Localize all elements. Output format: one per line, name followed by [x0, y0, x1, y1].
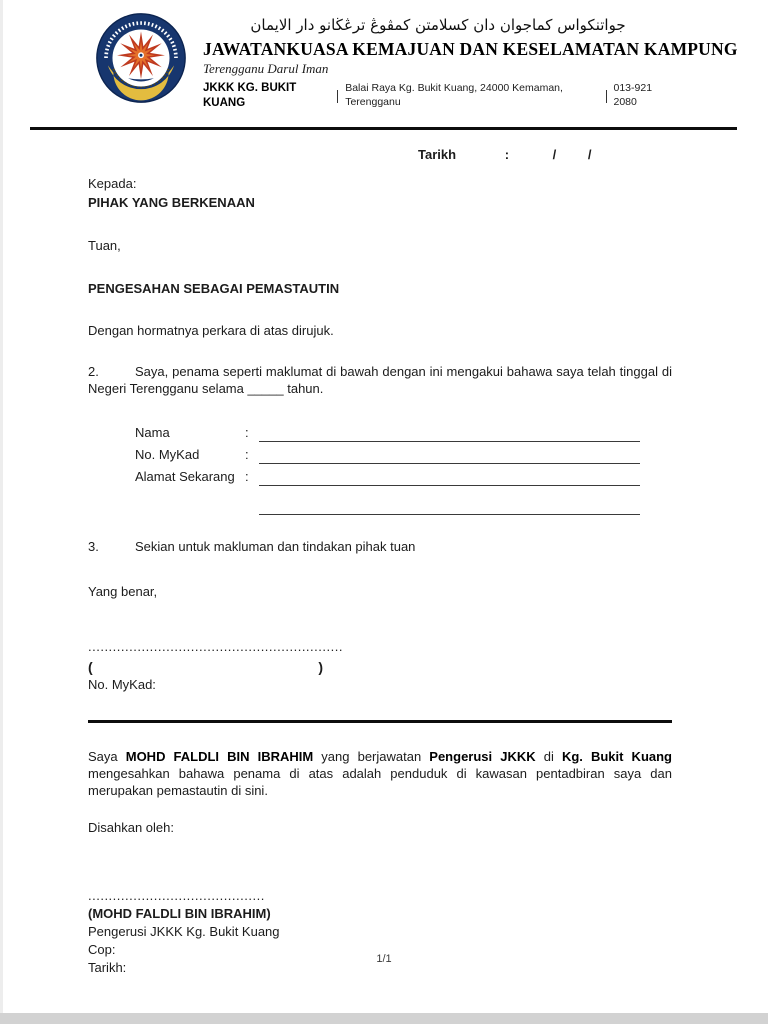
form-field-nama — [135, 420, 640, 442]
paragraph-text: Sekian untuk makluman dan tindakan pihak tuan — [135, 539, 416, 555]
form-field-mykad — [135, 442, 640, 464]
letterhead-text — [203, 10, 738, 111]
paragraph-3 — [88, 539, 672, 556]
letterhead — [0, 0, 768, 111]
paragraph-2 — [88, 364, 672, 398]
office-name: JKKK KG. BUKIT KUANG — [203, 82, 297, 110]
closing-line: Yang benar, — [88, 584, 158, 600]
signatory-title: Pengerusi JKKK Kg. Bukit Kuang — [88, 924, 280, 940]
cert-name-bold: MOHD FALDLI BIN IBRAHIM — [125, 748, 314, 764]
subject-line: PENGESAHAN SEBAGAI PEMASTAUTIN — [88, 280, 340, 296]
intro-paragraph: Dengan hormatnya perkara di atas dirujuk. — [88, 323, 334, 339]
field-label: Alamat Sekarang — [135, 469, 235, 485]
jawi-title: جواتنكواس كماجوان دان كسلامتن كمڤوڠ ترڠڬانو دار الايمان — [250, 16, 626, 34]
signature-dotted-line: .............................................................. — [88, 638, 343, 654]
recipient-name: PIHAK YANG BERKENAAN — [88, 194, 255, 210]
office-phone: 013-921 2080 — [613, 82, 653, 109]
separator-bar — [337, 90, 338, 103]
certification-paragraph — [88, 749, 672, 800]
signatory-name: (MOHD FALDLI BIN IBRAHIM) — [88, 906, 271, 922]
section-divider-rule — [88, 720, 672, 723]
separator-bar — [606, 90, 607, 103]
field-colon: : — [245, 447, 249, 463]
contact-line — [203, 81, 673, 111]
approver-signature-dotted-line: ........................................... — [88, 888, 265, 904]
field-label: Nama — [135, 425, 170, 441]
date-slash: / — [587, 147, 592, 163]
field-colon: : — [245, 425, 249, 441]
name-parentheses-row — [88, 658, 323, 676]
blank-underline — [259, 446, 640, 464]
organization-subtitle: Terengganu Darul Iman — [203, 61, 329, 77]
letter-body — [88, 147, 672, 977]
tarikh-label: Tarikh: — [88, 960, 127, 976]
kepada-label: Kepada: — [88, 175, 137, 191]
cert-place-bold: Kg. Bukit Kuang — [561, 748, 673, 764]
date-colon: : — [504, 147, 510, 163]
form-field-alamat-continued — [135, 493, 640, 515]
field-label: No. MyKad — [135, 447, 200, 463]
office-address: Balai Raya Kg. Bukit Kuang, 24000 Kemaman, Terengganu — [345, 82, 563, 109]
blank-underline — [259, 497, 640, 515]
cert-role-bold: Pengerusi JKKK — [429, 748, 536, 764]
page-number: 1/1 — [376, 952, 392, 965]
form-fields — [135, 420, 640, 515]
paren-close: ) — [318, 658, 323, 675]
jkkk-emblem-logo — [95, 12, 187, 104]
cert-text: yang berjawatan — [313, 748, 430, 764]
disahkan-label: Disahkan oleh: — [88, 819, 174, 835]
header-divider-rule — [30, 127, 737, 130]
field-colon: : — [245, 469, 249, 485]
cert-text: Saya — [88, 748, 126, 764]
date-line — [88, 147, 672, 164]
blank-underline — [259, 424, 640, 442]
cop-label: Cop: — [88, 942, 116, 958]
date-slash: / — [552, 147, 557, 163]
paragraph-number: 3. — [88, 539, 99, 555]
mykad-label: No. MyKad: — [88, 677, 156, 692]
paragraph-text: Saya, penama seperti maklumat di bawah dengan ini mengakui bahawa saya telah tinggal di Negeri Terengganu selama _____ tahun. — [88, 364, 672, 397]
salutation: Tuan, — [88, 237, 121, 253]
cert-text: di — [535, 748, 562, 764]
date-label: Tarikh — [418, 147, 457, 163]
blank-underline — [259, 468, 640, 486]
cert-text: mengesahkan bahawa penama di atas adalah penduduk di kawasan pentadbiran saya dan merupakan pemastautin di sini. — [88, 765, 672, 798]
paren-open: ( — [88, 658, 93, 675]
paragraph-number: 2. — [88, 364, 99, 380]
organization-name: JAWATANKUASA KEMAJUAN DAN KESELAMATAN KAMPUNG — [203, 38, 738, 59]
form-field-alamat — [135, 464, 640, 486]
scan-edge-shadow — [0, 0, 3, 1024]
scan-bottom-strip — [0, 1013, 768, 1024]
